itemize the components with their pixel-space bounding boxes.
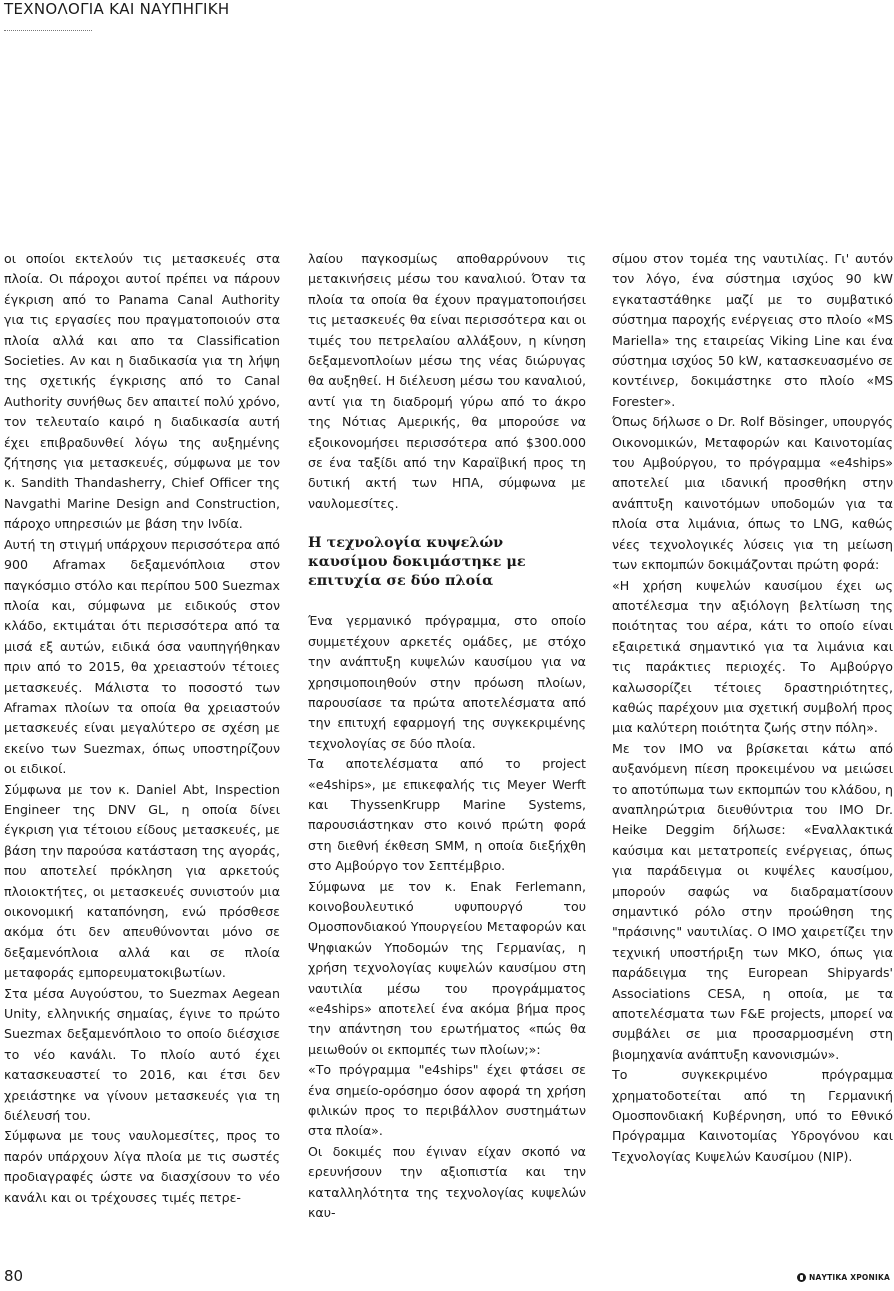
paragraph: σίμου στον τομέα της ναυτιλίας. Γι' αυτόν τον λόγο, ένα σύστημα ισχύος 90 kW εγκαταστάθηκε μαζί με το συμβατικό σύστημα παροχής ενέργειας στο πλοίο «MS Mariella» της εταιρείας Viking Line και ένα σύστημα ισχύος 50 kW, κατασκευασμένο σε κοντέινερ, δοκιμάστηκε στο πλοίο «MS Forester». (612, 251, 893, 409)
paragraph: Ένα γερμανικό πρόγραμμα, στο οποίο συμμετέχουν αρκετές ομάδες, με στόχο την ανάπτυξη κυψελών καυσίμου για να χρησιμοποιηθούν στην πρόωση πλοίων, παρουσίασε τα πρώτα αποτελέσματα από την επιτυχή εφαρμογή της συγκεκριμένης τεχνολογίας σε δύο πλοία. (308, 613, 586, 751)
article-column-1 (4, 249, 280, 1208)
paragraph: «Το πρόγραμμα "e4ships" έχει φτάσει σε ένα σημείο-ορόσημο όσον αφορά τη χρήση φιλικών προς το περιβάλλον συστημάτων στα πλοία». (308, 1062, 586, 1139)
paragraph: λαίου παγκοσμίως αποθαρρύνουν τις μετακινήσεις μέσω του καναλιού. Όταν τα πλοία τα οποία θα έχουν πραγματοποιήσει τις μετασκευές θα είναι περισσότερα και οι τιμές του πετρελαίου αλλάξουν, η κίνηση δεξαμενοπλοίων μέσω της νέας διώρυγας θα αυξηθεί. Η διέλευση μέσω του καναλιού, αντί για τη διαδρομή γύρω από το άκρο της Νότιας Αμερικής, θα μπορούσε να εξοικονομήσει περισσότερα από $300.000 σε ένα ταξίδι από την Καραϊβική προς τη δυτική ακτή των ΗΠΑ, σύμφωνα με ναυλομεσίτες. (308, 251, 586, 511)
brand-name: ΝΑΥΤΙΚΑ ΧΡΟΝΙΚΑ (809, 1273, 890, 1282)
paragraph: Το συγκεκριμένο πρόγραμμα χρηματοδοτείται από τη Γερμανική Ομοσπονδιακή Κυβέρνηση, υπό το Εθνικό Πρόγραμμα Καινοτομίας Υδρογόνου και Τεχνολογίας Κυψελών Καυσίμου (NIP). (612, 1067, 893, 1164)
header-dotted-rule (4, 30, 92, 31)
paragraph: Όπως δήλωσε ο Dr. Rolf Bösinger, υπουργός Οικονομικών, Μεταφορών και Καινοτομίας του Αμβούργου, το πρόγραμμα «e4ships» αποτελεί μια ιδανική προσθήκη στην ανάπτυξη καινοτόμων υποδομών για τα πλοία στα λιμάνια, όπως το LNG, καθώς νέες τεχνολογικές λύσεις για τη μείωση των εκπομπών δοκιμάζονται πρώτη φορά: (612, 414, 893, 573)
page-number: 80 (4, 1267, 24, 1285)
article-column-2 (308, 249, 586, 1223)
paragraph: Οι δοκιμές που έγιναν είχαν σκοπό να ερευνήσουν την αξιοπιστία και την καταλληλότητα της τεχνολογίας κυψελών καυ- (308, 1143, 586, 1221)
paragraph: Σύμφωνα με τον κ. Enak Ferlemann, κοινοβουλευτικό υφυπουργό του Ομοσπονδιακού Υπουργείου Μεταφορών και Ψηφιακών Υποδομών της Γερμανίας, η χρήση τεχνολογίας κυψελών καυσίμου στη ναυτιλία μέσω του προγράμματος «e4ships» αποτελεί ένα ακόμα βήμα προς την απάντηση του ερωτήματος «πώς θα μειωθούν οι εκπομπές των πλοίων;»: (308, 878, 586, 1057)
paragraph: Αυτή τη στιγμή υπάρχουν περισσότερα από 900 Aframax δεξαμενόπλοια στον παγκόσμιο στόλο και περίπου 500 Suezmax πλοία και, σύμφωνα με ειδικούς στον κλάδο, εκτιμάται ότι περισσότερα από τα μισά εξ αυτών, ειδικά όσα ναυπηγήθηκαν πριν από το 2015, θα χρειαστούν τέτοιες μετασκευές. Μάλιστα το ποσοστό των Aframax πλοίων τα οποία θα χρειαστούν μετασκευές είναι μεγαλύτερο σε σχέση με εκείνο των Suezmax, όπως υποστηρίζουν οι ειδικοί. (4, 536, 280, 777)
article-column-3 (612, 249, 893, 1167)
section-title: ΤΕΧΝΟΛΟΓΙΑ ΚΑΙ ΝΑΥΠΗΓΙΚΗ (4, 0, 230, 18)
section-subheading: Η τεχνολογία κυψελών καυσίμου δοκιμάστηκε με επιτυχία σε δύο πλοία (308, 534, 526, 590)
paragraph: Σύμφωνα με τον κ. Daniel Abt, Inspection Engineer της DNV GL, η οποία δίνει έγκριση για τέτοιου είδους μετασκευές, με βάση την παρούσα κατάσταση της αγοράς, που αποτελεί πρόκληση για αρκετούς πλοιοκτήτες, οι μετασκευές συνιστούν μια οικονομική καταπόνηση, ενώ πρόσθεσε ακόμα ότι δεν απευθύνονται μόνο σε δεξαμενόπλοια αλλά και σε πλοία μεταφοράς εμπορευματοκιβωτίων. (4, 781, 280, 981)
paragraph: Σύμφωνα με τους ναυλομεσίτες, προς το παρόν υπάρχουν λίγα πλοία με τις σωστές προδιαγραφές ώστε να διασχίσουν το νέο κανάλι και οι τρέχουσες τιμές πετρε- (4, 1128, 280, 1205)
paragraph: Τα αποτελέσματα από το project «e4ships», με επικεφαλής τις Meyer Werft και ThyssenKrupp Marine Systems, παρουσιάστηκαν στο κοινό πρώτη φορά στη διεθνή έκθεση SMM, η οποία διεξήχθη στο Αμβούργο τον Σεπτέμβριο. (308, 756, 586, 874)
publication-brand (797, 1273, 890, 1282)
paragraph: «Η χρήση κυψελών καυσίμου έχει ως αποτέλεσμα την αξιόλογη βελτίωση της ποιότητας του αέρα, κάτι το οποίο είναι εξαιρετικά σημαντικό για τα λιμάνια και τις παράκτιες περιοχές. Το Αμβούργο καλωσορίζει τέτοιες δραστηριότητες, καθώς παρέχουν μια σχετική συμβολή προς μια καλύτερη ποιότητα ζωής στην πόλη». (612, 577, 893, 736)
paragraph: Με τον IMO να βρίσκεται κάτω από αυξανόμενη πίεση προκειμένου να μειώσει το αποτύπωμα των εκπομπών του κλάδου, η αναπληρώτρια διευθύντρια του IMO Dr. Heike Deggim δήλωσε: «Εναλλακτικά καύσιμα και μετατροπείς ενέργειας, όπως για παράδειγμα οι κυψέλες καυσίμου, μπορούν σαφώς να διαδραματίσουν σημαντικό ρόλο στην προώθηση της "πράσινης" ναυτιλίας. Ο IMO χαιρετίζει την τεχνική υποστήριξη των ΜΚΟ, όπως για παράδειγμα της European Shipyards' Associations CESA, η οποία, με τα αποτελέσματα των F&E projects, μπορεί να συμβάλει σε μια προσαρμοσμένη στη βιομηχανία ανάπτυξη κανονισμών». (612, 740, 893, 1062)
paragraph: Στα μέσα Αυγούστου, το Suezmax Aegean Unity, ελληνικής σημαίας, έγινε το πρώτο Suezmax δεξαμενόπλοιο το οποίο διέσχισε το νέο κανάλι. Το πλοίο αυτό έχει κατασκευαστεί το 2016, και έτσι δεν χρειάστηκε να γίνουν μετασκευές για τη διέλευσή του. (4, 985, 280, 1124)
ship-logo-icon (797, 1273, 806, 1282)
paragraph: οι οποίοι εκτελούν τις μετασκευές στα πλοία. Οι πάροχοι αυτοί πρέπει να πάρουν έγκριση από το Panama Canal Authority για τις εργασίες που πραγματοποιούν στα πλοία αλλά και απο τα Classification Societies. Αν και η διαδικασία για τη λήψη της σχετικής έγκρισης από το Canal Authority συνήθως δεν απαιτεί πολύ χρόνο, τον τελευταίο καιρό η διαδικασία αυτή έχει επιβραδυνθεί λόγω της αυξημένης ζήτησης για μετασκευές, σύμφωνα με τον κ. Sandith Thandasherry, Chief Officer της Navgathi Marine Design and Construction, πάροχο υπηρεσιών με βάση την Ινδία. (4, 251, 280, 532)
